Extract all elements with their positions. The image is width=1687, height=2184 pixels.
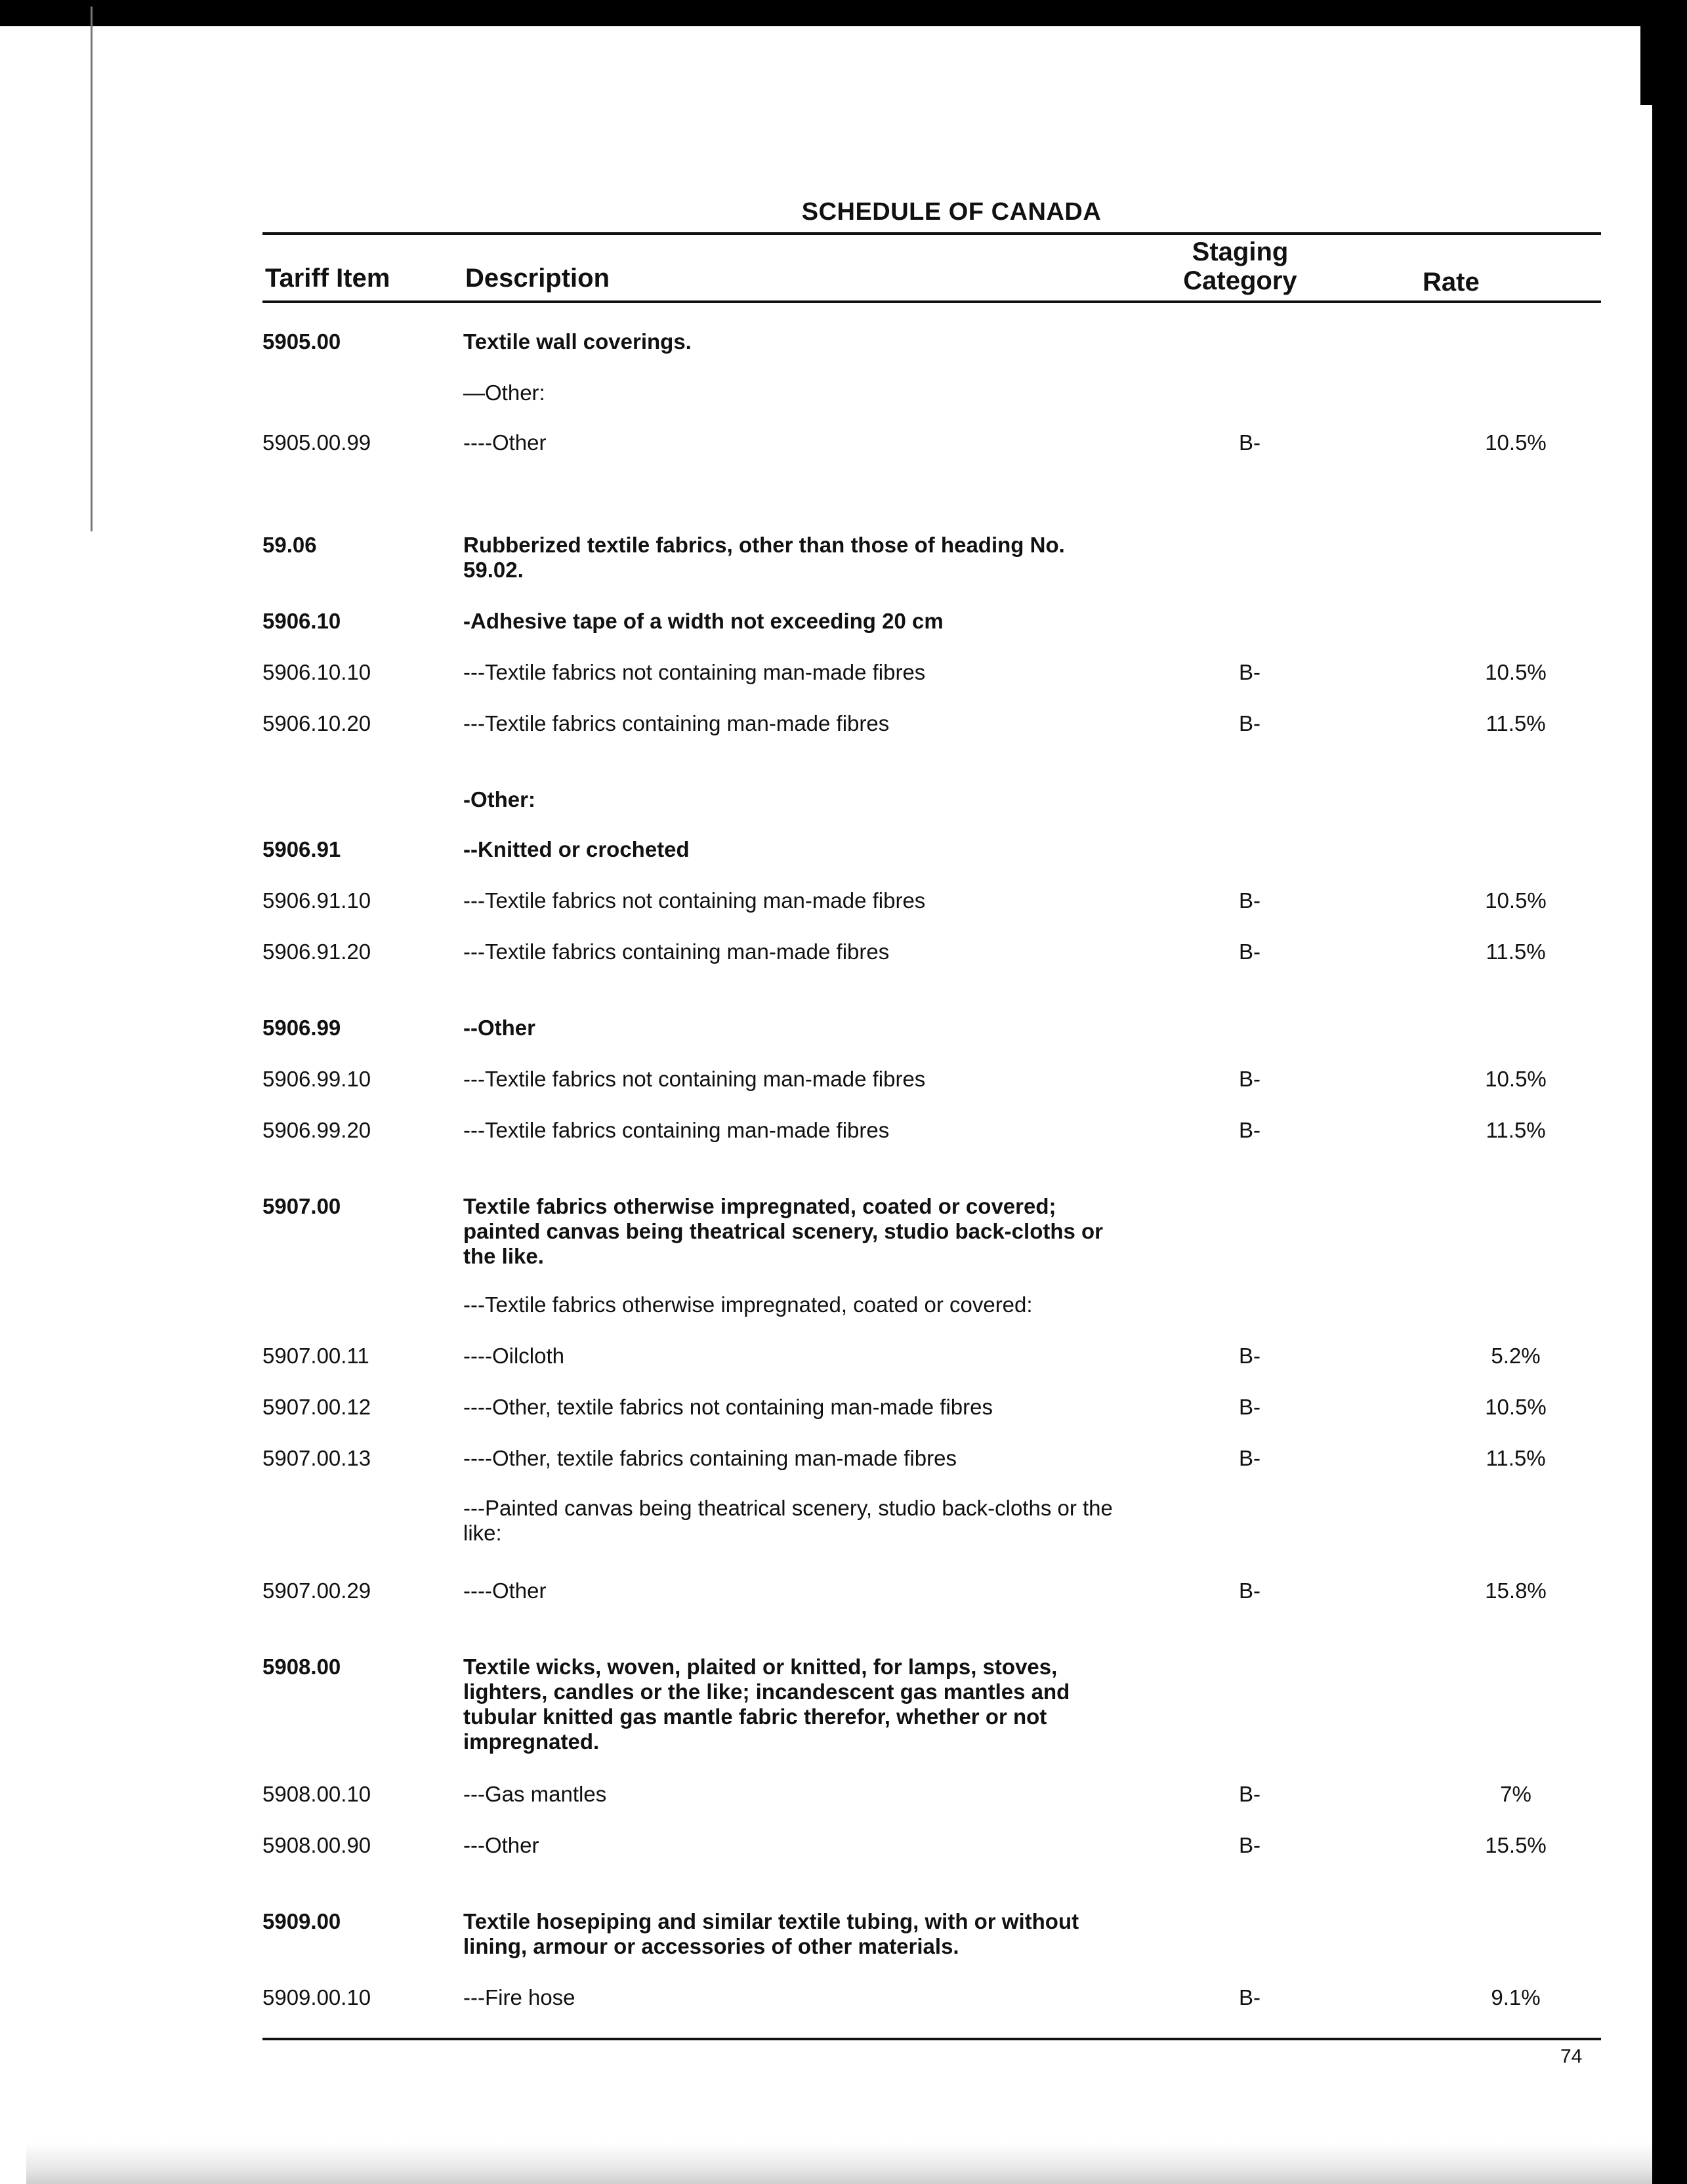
tariff-item-cell: 5906.99.10 xyxy=(262,1067,371,1091)
table-bottom-rule xyxy=(262,2038,1601,2040)
staging-category-cell: B- xyxy=(1239,660,1260,684)
description-cell: ---Textile fabrics containing man-made fibres xyxy=(463,711,890,735)
description-cell: ----Other, textile fabrics not containing man-made fibres xyxy=(463,1395,993,1419)
description-cell: ---Fire hose xyxy=(463,1985,575,2009)
rate-cell: 15.5% xyxy=(1485,1833,1547,1857)
tariff-item-cell: 5906.91 xyxy=(262,837,341,861)
tariff-item-cell: 5907.00.11 xyxy=(262,1344,369,1368)
description-cell: --Other xyxy=(463,1016,535,1040)
staging-category-cell: B- xyxy=(1239,1067,1260,1091)
rate-cell: 11.5% xyxy=(1486,1446,1546,1470)
rate-cell: 10.5% xyxy=(1485,1395,1547,1419)
description-cell: ---Textile fabrics otherwise impregnated, coated or covered: xyxy=(463,1292,1033,1317)
rate-cell: 15.8% xyxy=(1485,1578,1547,1603)
scan-border-bottom xyxy=(26,2142,1652,2184)
tariff-item-cell: 5906.91.20 xyxy=(262,939,371,964)
description-cell: ---Other xyxy=(463,1833,539,1857)
tariff-item-cell: 5907.00.13 xyxy=(262,1446,371,1470)
tariff-item-cell: 5909.00.10 xyxy=(262,1985,371,2009)
description-cell: ----Oilcloth xyxy=(463,1344,564,1368)
scan-edge-line xyxy=(91,7,93,531)
staging-category-cell: B- xyxy=(1239,1395,1260,1419)
rate-cell: 10.5% xyxy=(1485,1067,1547,1091)
staging-category-cell: B- xyxy=(1239,430,1260,455)
rate-cell: 9.1% xyxy=(1491,1985,1541,2009)
description-cell: -Adhesive tape of a width not exceeding 20 cm xyxy=(463,609,944,633)
column-header-description: Description xyxy=(465,264,610,293)
staging-category-cell: B- xyxy=(1239,1118,1260,1142)
rate-cell: 11.5% xyxy=(1486,1118,1546,1142)
description-cell: ----Other xyxy=(463,430,547,455)
description-cell: Textile wall coverings. xyxy=(463,329,692,354)
description-cell: ----Other, textile fabrics containing man-made fibres xyxy=(463,1446,957,1470)
tariff-item-cell: 5906.10 xyxy=(262,609,341,633)
tariff-item-cell: 5905.00 xyxy=(262,329,341,354)
description-cell: ----Other xyxy=(463,1578,547,1603)
staging-category-cell: B- xyxy=(1239,1446,1260,1470)
rate-cell: 7% xyxy=(1500,1782,1531,1806)
tariff-item-cell: 5906.10.20 xyxy=(262,711,371,735)
column-header-staging-category xyxy=(1181,237,1299,295)
description-cell: ---Textile fabrics not containing man-made fibres xyxy=(463,888,926,913)
tariff-item-cell: 5906.10.10 xyxy=(262,660,371,684)
tariff-item-cell: 5906.91.10 xyxy=(262,888,371,913)
page-number: 74 xyxy=(1560,2046,1583,2067)
description-cell: -Other: xyxy=(463,787,535,812)
description-cell: ---Gas mantles xyxy=(463,1782,607,1806)
column-header-rate: Rate xyxy=(1423,268,1480,297)
staging-category-cell: B- xyxy=(1239,1833,1260,1857)
description-cell: ---Textile fabrics not containing man-made fibres xyxy=(463,1067,926,1091)
header-top-rule xyxy=(262,232,1601,235)
tariff-item-cell: 5908.00.90 xyxy=(262,1833,371,1857)
rate-cell: 10.5% xyxy=(1485,660,1547,684)
staging-category-cell: B- xyxy=(1239,711,1260,735)
tariff-item-cell: 5905.00.99 xyxy=(262,430,371,455)
staging-category-cell: B- xyxy=(1239,939,1260,964)
scan-border-notch xyxy=(1640,26,1652,105)
rate-cell: 10.5% xyxy=(1485,430,1547,455)
description-cell: Textile fabrics otherwise impregnated, coated or covered; painted canvas being theatrical scenery, studio back-cloths or the like. xyxy=(463,1194,1104,1268)
tariff-item-cell: 5907.00 xyxy=(262,1194,341,1218)
tariff-item-cell: 5907.00.12 xyxy=(262,1395,371,1419)
staging-category-cell: B- xyxy=(1239,1578,1260,1603)
staging-category-cell: B- xyxy=(1239,1344,1260,1368)
description-cell: —Other: xyxy=(463,381,545,405)
tariff-item-cell: 5908.00.10 xyxy=(262,1782,371,1806)
description-cell: Textile wicks, woven, plaited or knitted, for lamps, stoves, lighters, candles or the like; incandescent gas mantles and tubular knitted gas mantle fabric therefor, whether or not impregnated. xyxy=(463,1655,1070,1754)
staging-category-cell: B- xyxy=(1239,888,1260,913)
staging-header-line2: Category xyxy=(1183,266,1297,295)
header-bottom-rule xyxy=(262,300,1601,303)
scan-border-right xyxy=(1652,26,1687,2184)
rate-cell: 10.5% xyxy=(1485,888,1547,913)
staging-header-line1: Staging xyxy=(1192,237,1289,266)
description-cell: ---Painted canvas being theatrical scenery, studio back-cloths or the like: xyxy=(463,1496,1113,1545)
tariff-item-cell: 5909.00 xyxy=(262,1909,341,1933)
description-cell: Rubberized textile fabrics, other than those of heading No. 59.02. xyxy=(463,533,1065,582)
staging-category-cell: B- xyxy=(1239,1985,1260,2009)
rate-cell: 11.5% xyxy=(1486,711,1546,735)
description-cell: --Knitted or crocheted xyxy=(463,837,690,861)
description-cell: ---Textile fabrics containing man-made fibres xyxy=(463,939,890,964)
description-cell: ---Textile fabrics containing man-made fibres xyxy=(463,1118,890,1142)
rate-cell: 11.5% xyxy=(1486,939,1546,964)
description-cell: ---Textile fabrics not containing man-made fibres xyxy=(463,660,926,684)
tariff-item-cell: 5908.00 xyxy=(262,1655,341,1679)
tariff-item-cell: 5907.00.29 xyxy=(262,1578,371,1603)
description-cell: Textile hosepiping and similar textile tubing, with or without lining, armour or accessories of other materials. xyxy=(463,1909,1079,1958)
tariff-item-cell: 5906.99.20 xyxy=(262,1118,371,1142)
tariff-item-cell: 5906.99 xyxy=(262,1016,341,1040)
staging-category-cell: B- xyxy=(1239,1782,1260,1806)
scan-border-top xyxy=(0,0,1687,26)
rate-cell: 5.2% xyxy=(1491,1344,1541,1368)
tariff-item-cell: 59.06 xyxy=(262,533,317,557)
column-header-tariff-item: Tariff Item xyxy=(265,264,390,293)
page-title: SCHEDULE OF CANADA xyxy=(801,198,1102,226)
